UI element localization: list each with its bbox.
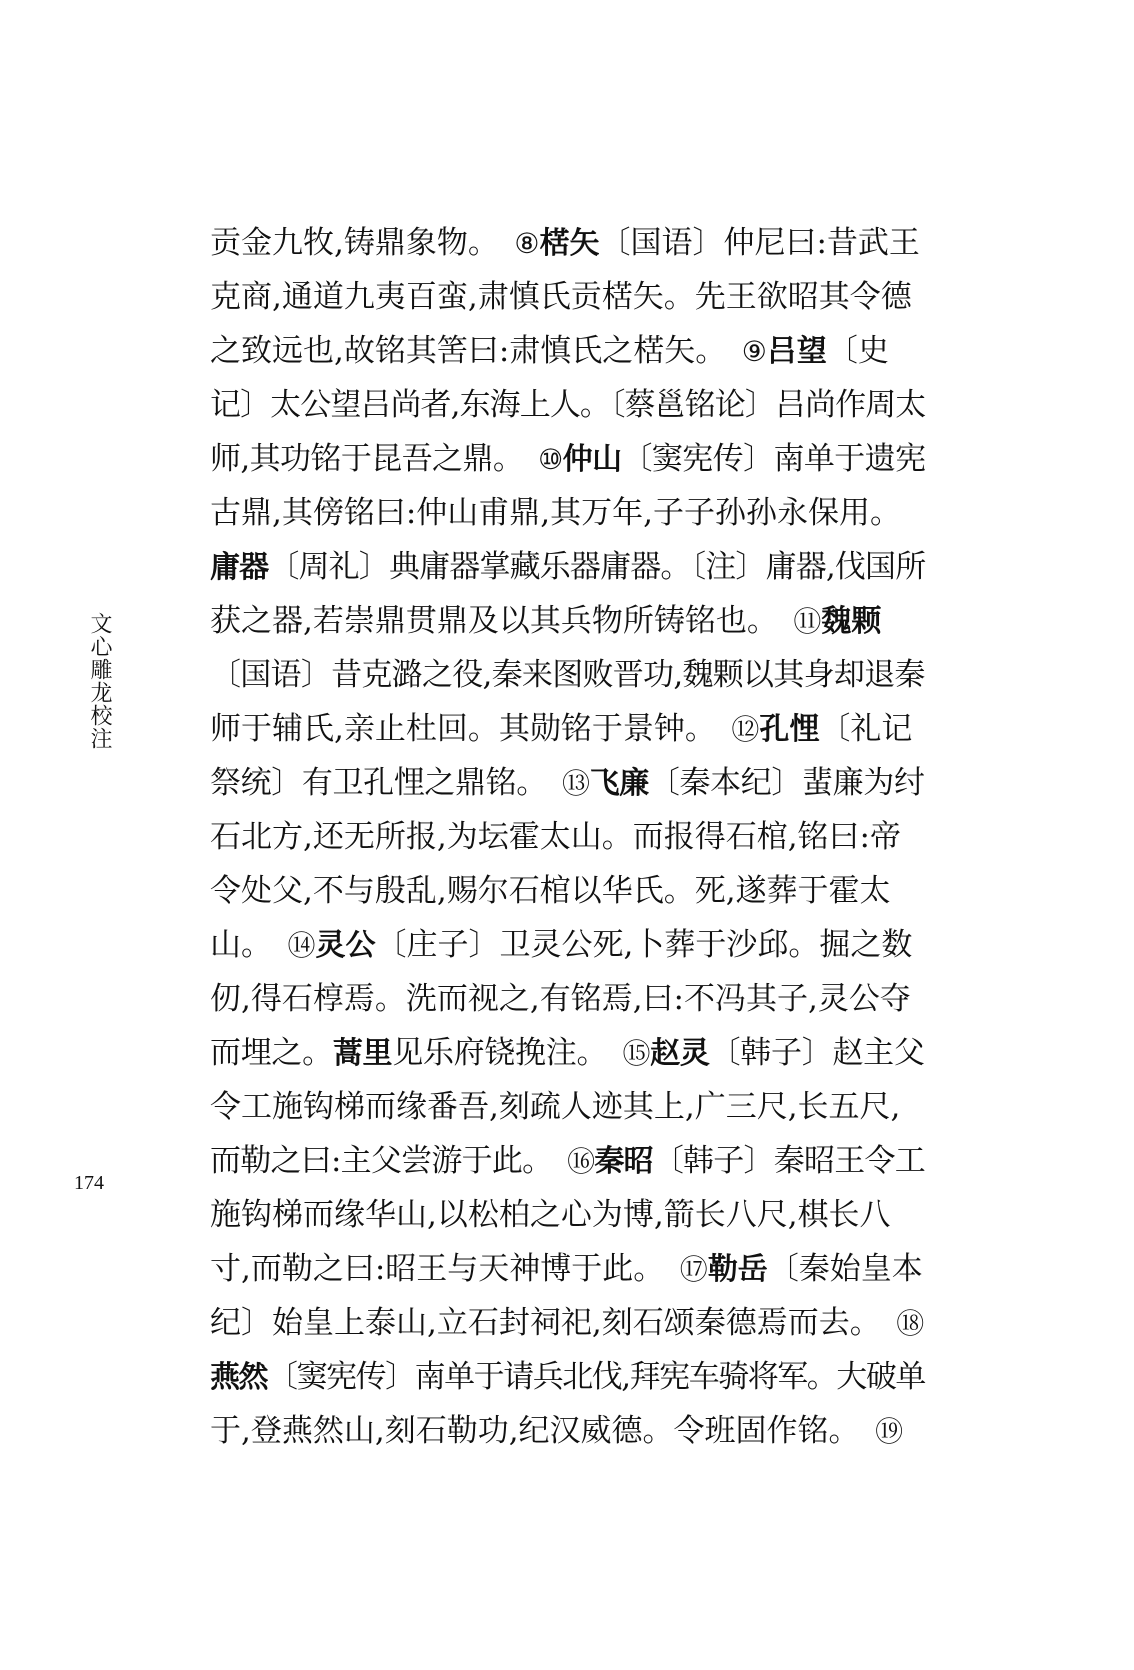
text-segment: 〔韩子〕赵主父 (709, 1035, 925, 1071)
annotation-term: 赵灵 (650, 1036, 710, 1071)
annotation-term: 庸器 (210, 550, 269, 585)
text-segment: 师于辅氏,亲止杜回。其勋铭于景钟。 (210, 711, 732, 747)
text-segment: 于,登燕然山,刻石勒功,纪汉威德。令班固作铭。 (210, 1413, 876, 1449)
text-line (210, 432, 925, 486)
text-segment: 〔史 (826, 333, 889, 369)
text-line (210, 378, 925, 432)
annotation-term: 楛矢 (539, 226, 600, 261)
annotation-term: 孔悝 (759, 712, 820, 747)
text-line (210, 918, 925, 972)
text-segment: 〔国语〕昔克潞之役,秦来图败晋功,魏颗以其身却退秦 (210, 657, 925, 693)
annotation-term: 灵公 (315, 928, 376, 963)
text-line (210, 648, 925, 702)
text-segment: 石北方,还无所报,为坛霍太山。而报得石棺,铭曰:帝 (210, 819, 902, 855)
annotation-term: 仲山 (562, 442, 622, 477)
text-segment: 〔礼记 (819, 711, 913, 747)
annotation-term: 吕望 (766, 334, 827, 369)
text-segment: 见乐府铙挽注。 (392, 1035, 623, 1071)
annotation-term: 燕然 (210, 1360, 268, 1395)
text-segment: 〔窦宪传〕南单于请兵北伐,拜宪车骑将军。大破单 (267, 1359, 925, 1395)
text-line (210, 1188, 925, 1242)
text-segment: 之致远也,故铭其筈曰:肃慎氏之楛矢。 (210, 333, 742, 369)
text-line (210, 540, 925, 594)
note-number: ⑧ (514, 227, 540, 260)
text-segment: 〔周礼〕典庸器掌藏乐器庸器。〔注〕庸器,伐国所 (268, 549, 926, 585)
annotation-term: 秦昭 (594, 1144, 653, 1179)
text-segment: 〔国语〕仲尼曰:昔武王 (599, 225, 920, 261)
note-number: ⑲ (875, 1415, 904, 1448)
text-line (210, 1242, 925, 1296)
text-line (210, 972, 925, 1026)
text-line (210, 216, 925, 270)
text-segment: 〔韩子〕秦昭王令工 (652, 1143, 925, 1179)
note-number: ⑱ (896, 1307, 925, 1340)
note-number: ⑫ (731, 713, 760, 746)
text-line (210, 594, 925, 648)
note-number: ⑨ (741, 335, 767, 368)
page-number: 174 (74, 1172, 104, 1194)
text-segment: 祭统〕有卫孔悝之鼎铭。 (210, 765, 562, 801)
text-segment: 而勒之曰:主父尝游于此。 (210, 1143, 568, 1179)
text-line (210, 486, 925, 540)
text-line (210, 864, 925, 918)
text-line (210, 1026, 925, 1080)
text-line (210, 702, 925, 756)
annotation-term: 勒岳 (707, 1252, 768, 1287)
running-title: 文心雕龙校注 (87, 612, 112, 750)
note-number: ⑰ (679, 1253, 708, 1286)
text-segment: 令处父,不与殷乱,赐尔石棺以华氏。死,遂葬于霍太 (210, 873, 891, 909)
text-segment: 〔庄子〕卫灵公死,卜葬于沙邱。掘之数 (375, 927, 913, 963)
annotation-term: 魏颗 (821, 604, 882, 639)
note-number: ⑬ (562, 767, 590, 800)
text-segment: 〔窦宪传〕南单于遗宪 (621, 441, 926, 477)
text-segment: 寸,而勒之曰:昭王与天神博于此。 (210, 1251, 680, 1287)
text-segment: 克商,通道九夷百蛮,肃慎氏贡楛矢。先王欲昭其令德 (210, 279, 912, 315)
note-number: ⑪ (793, 605, 822, 638)
note-number: ⑮ (622, 1037, 651, 1070)
text-segment: 〔秦始皇本 (767, 1251, 923, 1287)
note-number: ⑩ (538, 443, 563, 476)
text-segment: 令工施钩梯而缘番吾,刻疏人迹其上,广三尺,长五尺, (210, 1089, 901, 1125)
text-line (210, 1134, 925, 1188)
text-segment: 施钩梯而缘华山,以松柏之心为博,箭长八尺,棋长八 (210, 1197, 891, 1233)
text-segment: 〔秦本纪〕蜚廉为纣 (648, 765, 925, 801)
text-segment: 仞,得石椁焉。洗而视之,有铭焉,曰:不冯其子,灵公夺 (210, 981, 911, 1017)
text-line (210, 1350, 925, 1404)
text-segment: 而埋之。 (210, 1035, 333, 1071)
note-number: ⑭ (287, 929, 316, 962)
text-line (210, 1080, 925, 1134)
text-line (210, 270, 925, 324)
text-line (210, 1296, 925, 1350)
annotation-term: 飞廉 (589, 766, 649, 801)
text-line (210, 756, 925, 810)
text-segment: 贡金九牧,铸鼎象物。 (210, 225, 515, 261)
text-segment: 古鼎,其傍铭曰:仲山甫鼎,其万年,子子孙孙永保用。 (210, 495, 902, 531)
text-segment: 师,其功铭于昆吾之鼎。 (210, 441, 539, 477)
text-line (210, 1404, 925, 1458)
annotation-term: 蒿里 (332, 1036, 393, 1071)
text-segment: 山。 (210, 927, 288, 963)
commentary-text (210, 216, 925, 1458)
note-number: ⑯ (567, 1145, 595, 1178)
text-segment: 记〕太公望吕尚者,东海上人。〔蔡邕铭论〕吕尚作周太 (210, 387, 926, 423)
text-segment: 获之器,若崇鼎贯鼎及以其兵物所铸铭也。 (210, 603, 794, 639)
text-line (210, 324, 925, 378)
text-line (210, 810, 925, 864)
text-segment: 纪〕始皇上泰山,立石封祠祀,刻石颂秦德焉而去。 (210, 1305, 897, 1341)
